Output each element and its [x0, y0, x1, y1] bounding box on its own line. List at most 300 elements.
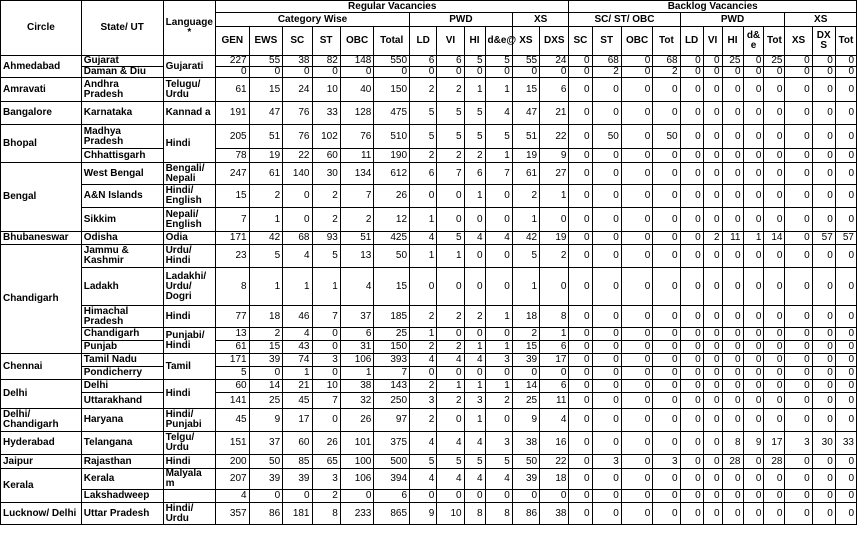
col-header-regular: Total [374, 27, 410, 56]
value-cell: 0 [569, 432, 592, 455]
value-cell: 0 [785, 380, 812, 393]
value-cell: 4 [464, 232, 485, 245]
value-cell: 0 [764, 67, 785, 78]
value-cell: 16 [540, 432, 569, 455]
header-regular-pwd: PWD [410, 13, 513, 27]
value-cell: 0 [569, 245, 592, 268]
value-cell: 68 [592, 56, 621, 67]
state-cell: Pondicherry [81, 367, 163, 380]
value-cell: 128 [340, 102, 374, 125]
value-cell: 0 [569, 67, 592, 78]
value-cell: 0 [680, 163, 703, 185]
value-cell: 0 [592, 341, 621, 354]
value-cell: 33 [312, 102, 340, 125]
value-cell: 23 [216, 245, 250, 268]
value-cell: 0 [410, 268, 437, 306]
value-cell: 0 [703, 268, 722, 306]
value-cell: 0 [743, 469, 764, 490]
value-cell: 24 [283, 78, 312, 102]
value-cell: 0 [743, 185, 764, 208]
value-cell: 3 [485, 354, 512, 367]
table-row [1, 163, 857, 185]
value-cell: 2 [653, 67, 680, 78]
value-cell: 25 [722, 56, 743, 67]
value-cell: 0 [621, 393, 652, 409]
value-cell: 148 [340, 56, 374, 67]
value-cell: 2 [312, 185, 340, 208]
value-cell: 0 [743, 503, 764, 525]
value-cell: 141 [216, 393, 250, 409]
value-cell: 0 [785, 149, 812, 163]
value-cell: 3 [464, 393, 485, 409]
value-cell: 0 [703, 149, 722, 163]
value-cell: 1 [410, 245, 437, 268]
table-row [1, 232, 857, 245]
value-cell: 10 [312, 78, 340, 102]
value-cell: 0 [621, 78, 652, 102]
value-cell: 61 [249, 163, 283, 185]
value-cell: 5 [410, 125, 437, 149]
value-cell: 0 [485, 328, 512, 341]
value-cell: 2 [410, 306, 437, 328]
value-cell: 0 [785, 490, 812, 503]
value-cell: 2 [512, 328, 539, 341]
value-cell: 0 [785, 409, 812, 432]
language-cell: Hindi/ Urdu [163, 503, 215, 525]
value-cell: 0 [764, 380, 785, 393]
value-cell: 0 [312, 409, 340, 432]
value-cell: 0 [703, 354, 722, 367]
value-cell: 0 [835, 268, 856, 306]
value-cell: 25 [512, 393, 539, 409]
value-cell: 2 [410, 149, 437, 163]
table-row [1, 432, 857, 455]
value-cell: 0 [512, 367, 539, 380]
value-cell: 0 [464, 268, 485, 306]
state-cell: Chhattisgarh [81, 149, 163, 163]
value-cell: 51 [340, 232, 374, 245]
value-cell: 227 [216, 56, 250, 67]
value-cell: 0 [835, 163, 856, 185]
value-cell: 0 [653, 393, 680, 409]
state-cell: Andhra Pradesh [81, 78, 163, 102]
value-cell: 68 [653, 56, 680, 67]
value-cell: 0 [812, 185, 835, 208]
value-cell: 0 [812, 78, 835, 102]
circle-cell: Kerala [1, 469, 82, 503]
value-cell: 0 [743, 56, 764, 67]
value-cell: 0 [703, 503, 722, 525]
value-cell: 5 [312, 245, 340, 268]
value-cell: 0 [512, 490, 539, 503]
header-language: Language * [163, 1, 215, 56]
table-row [1, 102, 857, 125]
value-cell: 0 [569, 455, 592, 469]
value-cell: 375 [374, 432, 410, 455]
value-cell: 0 [764, 341, 785, 354]
value-cell: 19 [540, 232, 569, 245]
value-cell: 0 [569, 490, 592, 503]
value-cell: 0 [764, 306, 785, 328]
value-cell: 2 [512, 185, 539, 208]
table-row [1, 354, 857, 367]
value-cell: 3 [312, 469, 340, 490]
table-row [1, 367, 857, 380]
value-cell: 0 [722, 490, 743, 503]
value-cell: 43 [283, 341, 312, 354]
value-cell: 6 [437, 56, 464, 67]
value-cell: 15 [249, 341, 283, 354]
language-cell: Hindi/ English [163, 185, 215, 208]
value-cell: 2 [249, 185, 283, 208]
value-cell: 0 [835, 185, 856, 208]
value-cell: 357 [216, 503, 250, 525]
value-cell: 12 [374, 208, 410, 232]
value-cell: 39 [512, 354, 539, 367]
col-header-regular: XS [512, 27, 539, 56]
value-cell: 17 [764, 432, 785, 455]
value-cell: 1 [464, 409, 485, 432]
state-cell: Haryana [81, 409, 163, 432]
value-cell: 0 [785, 354, 812, 367]
value-cell: 6 [540, 341, 569, 354]
table-row [1, 455, 857, 469]
value-cell: 38 [283, 56, 312, 67]
circle-cell: Bengal [1, 163, 82, 232]
value-cell: 3 [785, 432, 812, 455]
value-cell: 60 [283, 432, 312, 455]
value-cell: 2 [312, 208, 340, 232]
state-cell: Daman & Diu [81, 67, 163, 78]
value-cell: 0 [621, 102, 652, 125]
value-cell: 3 [312, 354, 340, 367]
value-cell: 0 [569, 78, 592, 102]
value-cell: 0 [743, 268, 764, 306]
value-cell: 4 [410, 432, 437, 455]
value-cell: 0 [835, 354, 856, 367]
col-header-regular: LD [410, 27, 437, 56]
value-cell: 0 [621, 268, 652, 306]
value-cell: 0 [653, 185, 680, 208]
value-cell: 40 [340, 78, 374, 102]
value-cell: 1 [410, 328, 437, 341]
value-cell: 0 [835, 56, 856, 67]
value-cell: 0 [703, 56, 722, 67]
value-cell: 0 [485, 268, 512, 306]
value-cell: 0 [703, 208, 722, 232]
value-cell: 24 [540, 56, 569, 67]
value-cell: 4 [485, 102, 512, 125]
value-cell: 100 [340, 455, 374, 469]
value-cell: 0 [410, 367, 437, 380]
state-cell: Sikkim [81, 208, 163, 232]
value-cell: 7 [216, 208, 250, 232]
value-cell: 134 [340, 163, 374, 185]
col-header-regular: EWS [249, 27, 283, 56]
value-cell: 0 [464, 208, 485, 232]
value-cell: 0 [653, 149, 680, 163]
value-cell: 0 [283, 67, 312, 78]
value-cell: 0 [812, 208, 835, 232]
language-cell: Urdu/ Hindi [163, 245, 215, 268]
value-cell: 9 [410, 503, 437, 525]
table-row [1, 208, 857, 232]
value-cell: 97 [374, 409, 410, 432]
value-cell: 0 [653, 354, 680, 367]
value-cell: 6 [340, 328, 374, 341]
value-cell: 150 [374, 341, 410, 354]
value-cell: 0 [621, 455, 652, 469]
header-circle: Circle [1, 1, 82, 56]
state-cell: Madhya Pradesh [81, 125, 163, 149]
value-cell: 1 [410, 208, 437, 232]
state-cell: Chandigarh [81, 328, 163, 341]
value-cell: 46 [283, 306, 312, 328]
value-cell: 0 [680, 341, 703, 354]
value-cell: 0 [835, 503, 856, 525]
value-cell: 3 [592, 455, 621, 469]
table-row [1, 503, 857, 525]
state-cell: Lakshadweep [81, 490, 163, 503]
language-cell: Odia [163, 232, 215, 245]
value-cell: 0 [703, 393, 722, 409]
language-cell: Hindi [163, 125, 215, 163]
value-cell: 0 [812, 341, 835, 354]
value-cell: 0 [703, 78, 722, 102]
value-cell: 10 [437, 503, 464, 525]
value-cell: 865 [374, 503, 410, 525]
value-cell: 0 [680, 149, 703, 163]
value-cell: 0 [312, 341, 340, 354]
table-row [1, 149, 857, 163]
value-cell: 0 [764, 367, 785, 380]
state-cell: Himachal Pradesh [81, 306, 163, 328]
value-cell: 0 [569, 367, 592, 380]
value-cell: 0 [764, 354, 785, 367]
value-cell: 143 [374, 380, 410, 393]
value-cell: 0 [764, 490, 785, 503]
value-cell: 0 [680, 503, 703, 525]
value-cell: 4 [540, 409, 569, 432]
value-cell: 6 [540, 78, 569, 102]
value-cell: 22 [540, 455, 569, 469]
value-cell: 0 [569, 208, 592, 232]
value-cell: 0 [764, 185, 785, 208]
value-cell: 181 [283, 503, 312, 525]
value-cell: 2 [703, 232, 722, 245]
value-cell: 4 [283, 245, 312, 268]
value-cell: 0 [621, 328, 652, 341]
value-cell: 8 [464, 503, 485, 525]
value-cell: 0 [764, 409, 785, 432]
value-cell: 0 [653, 432, 680, 455]
value-cell: 86 [249, 503, 283, 525]
value-cell: 0 [569, 393, 592, 409]
value-cell: 14 [764, 232, 785, 245]
col-header-regular: VI [437, 27, 464, 56]
value-cell: 0 [569, 232, 592, 245]
value-cell: 0 [540, 67, 569, 78]
table-row [1, 380, 857, 393]
value-cell: 0 [835, 409, 856, 432]
value-cell: 0 [703, 102, 722, 125]
value-cell: 0 [785, 469, 812, 490]
value-cell: 42 [512, 232, 539, 245]
value-cell: 0 [743, 67, 764, 78]
state-cell: Jammu & Kashmir [81, 245, 163, 268]
value-cell: 0 [621, 185, 652, 208]
value-cell: 0 [722, 102, 743, 125]
value-cell: 0 [680, 432, 703, 455]
value-cell: 0 [812, 328, 835, 341]
value-cell: 0 [249, 367, 283, 380]
table-row [1, 268, 857, 306]
value-cell: 0 [743, 393, 764, 409]
value-cell: 60 [312, 149, 340, 163]
value-cell: 27 [540, 163, 569, 185]
circle-cell: Bangalore [1, 102, 82, 125]
value-cell: 5 [249, 245, 283, 268]
value-cell: 0 [722, 245, 743, 268]
table-row [1, 125, 857, 149]
table-row [1, 490, 857, 503]
value-cell: 4 [216, 490, 250, 503]
value-cell: 0 [621, 232, 652, 245]
value-cell: 0 [464, 367, 485, 380]
value-cell: 0 [680, 67, 703, 78]
value-cell: 171 [216, 232, 250, 245]
value-cell: 14 [249, 380, 283, 393]
value-cell: 18 [249, 306, 283, 328]
value-cell: 0 [743, 306, 764, 328]
value-cell: 0 [764, 245, 785, 268]
value-cell: 9 [249, 409, 283, 432]
value-cell: 0 [785, 232, 812, 245]
value-cell: 4 [485, 469, 512, 490]
value-cell: 0 [653, 78, 680, 102]
value-cell: 0 [312, 328, 340, 341]
col-header-backlog: HI [722, 27, 743, 56]
value-cell: 0 [764, 208, 785, 232]
value-cell: 0 [680, 469, 703, 490]
value-cell: 3 [653, 455, 680, 469]
value-cell: 0 [621, 367, 652, 380]
state-cell: Uttarakhand [81, 393, 163, 409]
value-cell: 18 [512, 306, 539, 328]
value-cell: 0 [592, 163, 621, 185]
value-cell: 39 [512, 469, 539, 490]
value-cell: 7 [312, 306, 340, 328]
language-cell: Hindi [163, 380, 215, 409]
col-header-backlog: ST [592, 27, 621, 56]
value-cell: 0 [722, 67, 743, 78]
value-cell: 19 [512, 149, 539, 163]
value-cell: 0 [621, 56, 652, 67]
header-regular-vacancies: Regular Vacancies [216, 1, 569, 13]
value-cell: 0 [722, 163, 743, 185]
value-cell: 1 [312, 268, 340, 306]
value-cell: 0 [764, 328, 785, 341]
value-cell: 612 [374, 163, 410, 185]
value-cell: 5 [437, 455, 464, 469]
value-cell: 1 [540, 328, 569, 341]
table-row [1, 306, 857, 328]
value-cell: 4 [437, 469, 464, 490]
language-cell: Gujarati [163, 56, 215, 78]
value-cell: 2 [464, 306, 485, 328]
value-cell: 50 [592, 125, 621, 149]
circle-cell: Hyderabad [1, 432, 82, 455]
table-row [1, 469, 857, 490]
value-cell: 1 [249, 268, 283, 306]
value-cell: 0 [812, 163, 835, 185]
value-cell: 0 [540, 268, 569, 306]
value-cell: 0 [703, 367, 722, 380]
col-header-backlog: Tot [835, 27, 856, 56]
col-header-regular: ST [312, 27, 340, 56]
language-cell: Ladakhi/ Urdu/ Dogri [163, 268, 215, 306]
value-cell: 0 [764, 102, 785, 125]
value-cell: 0 [283, 208, 312, 232]
value-cell: 0 [653, 341, 680, 354]
value-cell: 0 [592, 503, 621, 525]
language-cell: Punjabi/ Hindi [163, 328, 215, 354]
value-cell: 0 [621, 306, 652, 328]
value-cell: 30 [312, 163, 340, 185]
value-cell: 0 [835, 102, 856, 125]
value-cell: 0 [835, 328, 856, 341]
col-header-regular: d&e@ [485, 27, 512, 56]
value-cell: 0 [592, 393, 621, 409]
table-row [1, 409, 857, 432]
value-cell: 5 [485, 56, 512, 67]
value-cell: 0 [812, 393, 835, 409]
value-cell: 55 [512, 56, 539, 67]
circle-cell: Ahmedabad [1, 56, 82, 78]
value-cell: 0 [680, 245, 703, 268]
value-cell: 0 [485, 208, 512, 232]
value-cell: 0 [722, 354, 743, 367]
circle-cell: Delhi [1, 380, 82, 409]
value-cell: 250 [374, 393, 410, 409]
value-cell: 0 [835, 149, 856, 163]
value-cell: 39 [249, 469, 283, 490]
value-cell: 0 [812, 102, 835, 125]
header-category-wise: Category Wise [216, 13, 410, 27]
value-cell: 6 [540, 380, 569, 393]
value-cell: 60 [216, 380, 250, 393]
value-cell: 0 [785, 245, 812, 268]
value-cell: 8 [312, 503, 340, 525]
value-cell: 0 [680, 354, 703, 367]
value-cell: 0 [680, 490, 703, 503]
value-cell: 0 [592, 490, 621, 503]
value-cell: 9 [540, 149, 569, 163]
value-cell: 0 [485, 367, 512, 380]
value-cell: 0 [437, 367, 464, 380]
value-cell: 8 [485, 503, 512, 525]
value-cell: 5 [216, 367, 250, 380]
value-cell: 0 [835, 469, 856, 490]
value-cell: 4 [410, 354, 437, 367]
value-cell: 0 [592, 409, 621, 432]
value-cell: 0 [835, 245, 856, 268]
table-row [1, 67, 857, 78]
value-cell: 0 [703, 380, 722, 393]
value-cell: 5 [437, 102, 464, 125]
value-cell: 0 [653, 102, 680, 125]
value-cell: 50 [249, 455, 283, 469]
